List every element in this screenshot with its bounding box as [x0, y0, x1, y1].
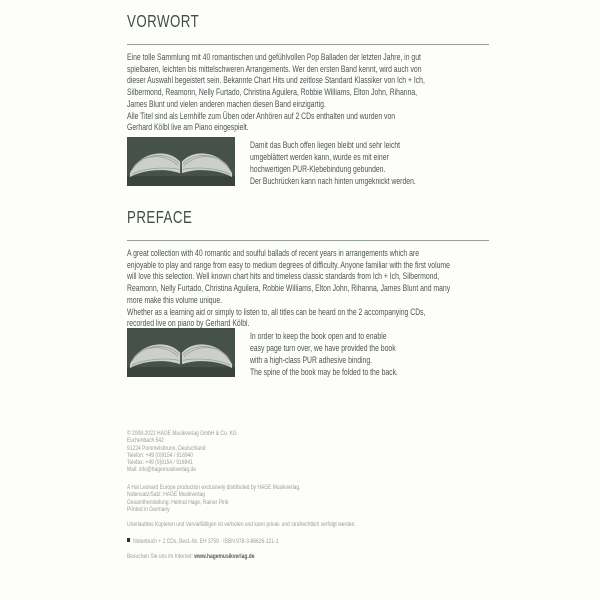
open-book-photo	[127, 328, 235, 377]
production-credits: A Hal Leonard Europe production exclusively distributed by HAGE Musikverlag. Notensatz/Satz: HAGE Musikverlag Gesamtherstellung: Helmut Hage, Rainer Pink Printed in Germany	[127, 484, 301, 513]
website-line	[127, 553, 255, 560]
product-info-text: Notenbuch + 2 CDs, Best.-Nr. EH 3759 · ISBN 978-3-86626-121-1	[133, 538, 279, 545]
open-book-photo	[127, 137, 235, 186]
preface-title: PREFACE	[127, 207, 193, 227]
product-info-line	[127, 538, 278, 545]
vorwort-binding-caption: Damit das Buch offen liegen bleibt und sehr leicht umgeblättert werden kann, wurde es mit einer hochwertigen PUR-Klebebindung gebunden. Der Buchrücken kann nach hinten umgeknickt werden.	[250, 140, 416, 186]
preface-paragraph: A great collection with 40 romantic and soulful ballads of recent years in arrangements which are enjoyable to play and range from easy to medium degrees of difficulty. Anyone familiar with the first volume will love this selection. Well known chart hits and timeless classic standards from Ich + Ich, Silbermond, Reamonn, Nelly Furtado, Christina Aguilera, Robbie Williams, Elton John, Rihanna, James Blunt and many more make this volume unique. Whether as a learning aid or simply to listen to, all titles can be heard on the 2 accompanying CDs, recorded live on piano by Gerhard Kölbl.	[127, 248, 451, 329]
copyright-notice: Unerlaubtes Kopieren und Vervielfältigen ist verboten und kann privat- und strafrechtlich verfolgt werden.	[127, 521, 356, 528]
publisher-address: © 2008-2022 HAGE Musikverlag GmbH & Co. KG Eschenbach 542 91224 Pommelsbrunn, Deutschland Telefon: +49 (0)9154 / 916940 Telefax: +49 (0)9154 / 916941 Mail: info@hagemusikverlag.de	[127, 430, 237, 474]
publisher-website-link: www.hagemusikverlag.de	[194, 553, 255, 560]
preface-binding-caption: In order to keep the book open and to enable easy page turn over, we have provided the book with a high-class PUR adhesive binding. The spine of the book may be folded to the back.	[250, 331, 398, 377]
preface-divider	[127, 240, 489, 241]
vorwort-divider	[127, 44, 489, 45]
vorwort-title: VORWORT	[127, 11, 200, 31]
vorwort-paragraph: Eine tolle Sammlung mit 40 romantischen und gefühlvollen Pop Balladen der letzten Jahre, in gut spielbaren, leichten bis mittelschweren Arrangements. Wer den ersten Band kennt, wird auch von dieser Auswahl begeistert sein. Bekannte Chart Hits und zeitlose Standard Klassiker von Ich + Ich, Silbermond, Reamonn, Nelly Furtado, Christina Aguilera, Robbie Williams, Elton John, Rihanna, James Blunt und vielen anderen machen diesen Band einzigartig. Alle Titel sind als Lernhilfe zum Üben oder Anhören auf 2 CDs enthalten und wurden von Gerhard Kölbl live am Piano eingespielt.	[127, 52, 425, 133]
website-prefix: Besuchen Sie uns im Internet:	[127, 553, 195, 560]
square-bullet-icon	[127, 538, 130, 542]
